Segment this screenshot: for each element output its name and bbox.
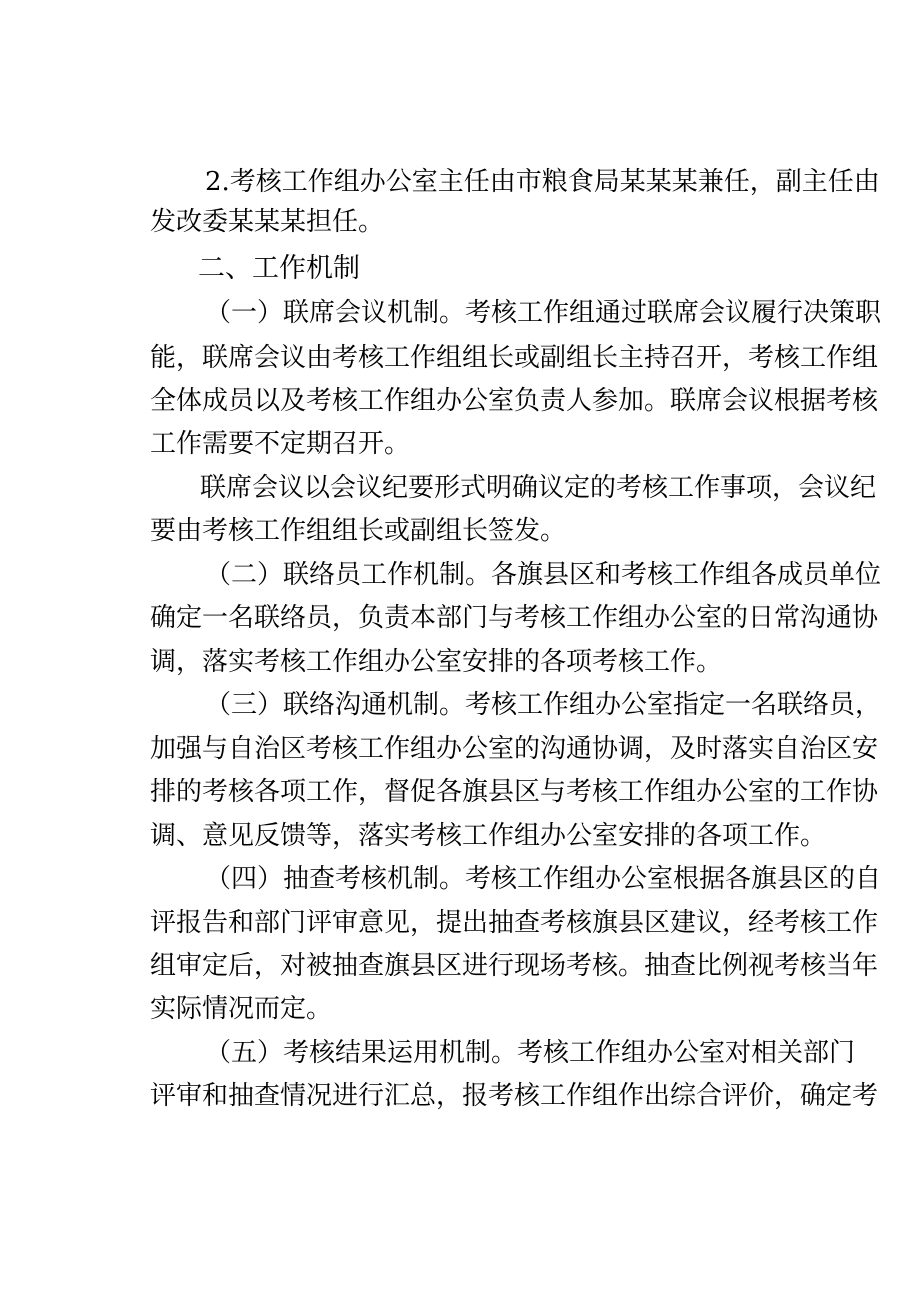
text-line: 2.考核工作组办公室主任由市粮食局某某某兼任，副主任由 [205,167,880,197]
text-line: 实际情况而定。 [150,994,333,1024]
text-line: 组审定后，对被抽查旗县区进行现场考核。抽查比例视考核当年 [150,951,879,981]
text-line: （三）联络沟通机制。考核工作组办公室指定一名联络员， [205,690,882,720]
text-line: 评报告和部门评审意见，提出抽查考核旗县区建议，经考核工作 [150,908,879,938]
text-line: （二）联络员工作机制。各旗县区和考核工作组各成员单位 [205,560,882,590]
section-heading: 二、工作机制 [198,253,360,284]
text-line: 要由考核工作组组长或副组长签发。 [150,516,567,546]
text-line: 工作需要不定期召开。 [150,429,411,459]
text-line: 联席会议以会议纪要形式明确议定的考核工作事项，会议纪 [200,473,877,503]
text-line: 评审和抽查情况进行汇总，报考核工作组作出综合评价，确定考 [150,1081,879,1111]
text-line: 确定一名联络员，负责本部门与考核工作组办公室的日常沟通协 [150,603,879,633]
text-line: 调、意见反馈等，落实考核工作组办公室安排的各项工作。 [150,821,827,851]
text-line: 能，联席会议由考核工作组组长或副组长主持召开，考核工作组 [150,343,879,373]
text-line: （一）联席会议机制。考核工作组通过联席会议履行决策职 [205,298,882,328]
text-line: （五）考核结果运用机制。考核工作组办公室对相关部门 [205,1038,856,1068]
text-line: 调，落实考核工作组办公室安排的各项考核工作。 [150,647,723,677]
text-line: 发改委某某某担任。 [150,207,385,237]
text-line: 加强与自治区考核工作组办公室的沟通协调，及时落实自治区安 [150,734,879,764]
text-line: 全体成员以及考核工作组办公室负责人参加。联席会议根据考核 [150,386,879,416]
text-line: 排的考核各项工作，督促各旗县区与考核工作组办公室的工作协 [150,777,879,807]
text-line: （四）抽查考核机制。考核工作组办公室根据各旗县区的自 [205,864,882,894]
